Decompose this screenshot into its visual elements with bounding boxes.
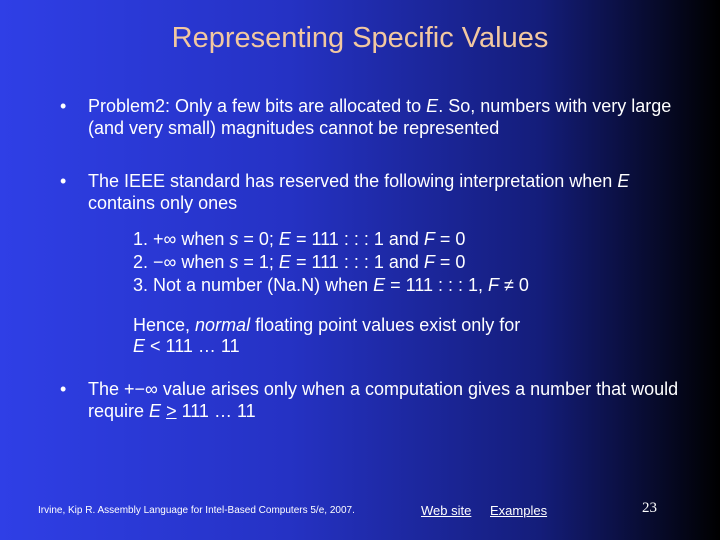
examples-link[interactable]: Examples — [490, 503, 548, 518]
bullet-dot: • — [60, 96, 67, 116]
web-site-link[interactable]: Web site — [421, 503, 472, 518]
bullet-problem2 — [60, 95, 680, 139]
bullet-text: The +−∞ value arises only when a computation gives a number that would require E > 111 … 11 — [88, 379, 679, 421]
page-number: 23 — [642, 500, 657, 516]
list-item: 3. Not a number (Na.N) when E = 111 : : : 1, F ≠ 0 — [133, 275, 529, 295]
bullet-dot: • — [60, 379, 67, 399]
slide-title: Representing Specific Values — [171, 22, 549, 54]
bullet-dot: • — [60, 171, 67, 191]
bullet-text: Problem2: Only a few bits are allocated to E. So, numbers with very large (and very small) magnitudes cannot be represented — [88, 96, 672, 138]
bullet-text: The IEEE standard has reserved the following interpretation when E contains only ones — [88, 171, 630, 213]
hence-note: Hence, normal floating point values exist only for E < 111 … 11 — [133, 315, 521, 356]
list-item: 2. −∞ when s = 1; E = 111 : : : 1 and F = 0 — [133, 252, 466, 272]
citation: Irvine, Kip R. Assembly Language for Intel-Based Computers 5/e, 2007. — [38, 505, 355, 516]
bullet-infinity — [60, 378, 680, 422]
interpretation-list — [133, 228, 529, 297]
list-item: 1. +∞ when s = 0; E = 111 : : : 1 and F = 0 — [133, 229, 466, 249]
bullet-ieee-standard — [60, 170, 680, 214]
